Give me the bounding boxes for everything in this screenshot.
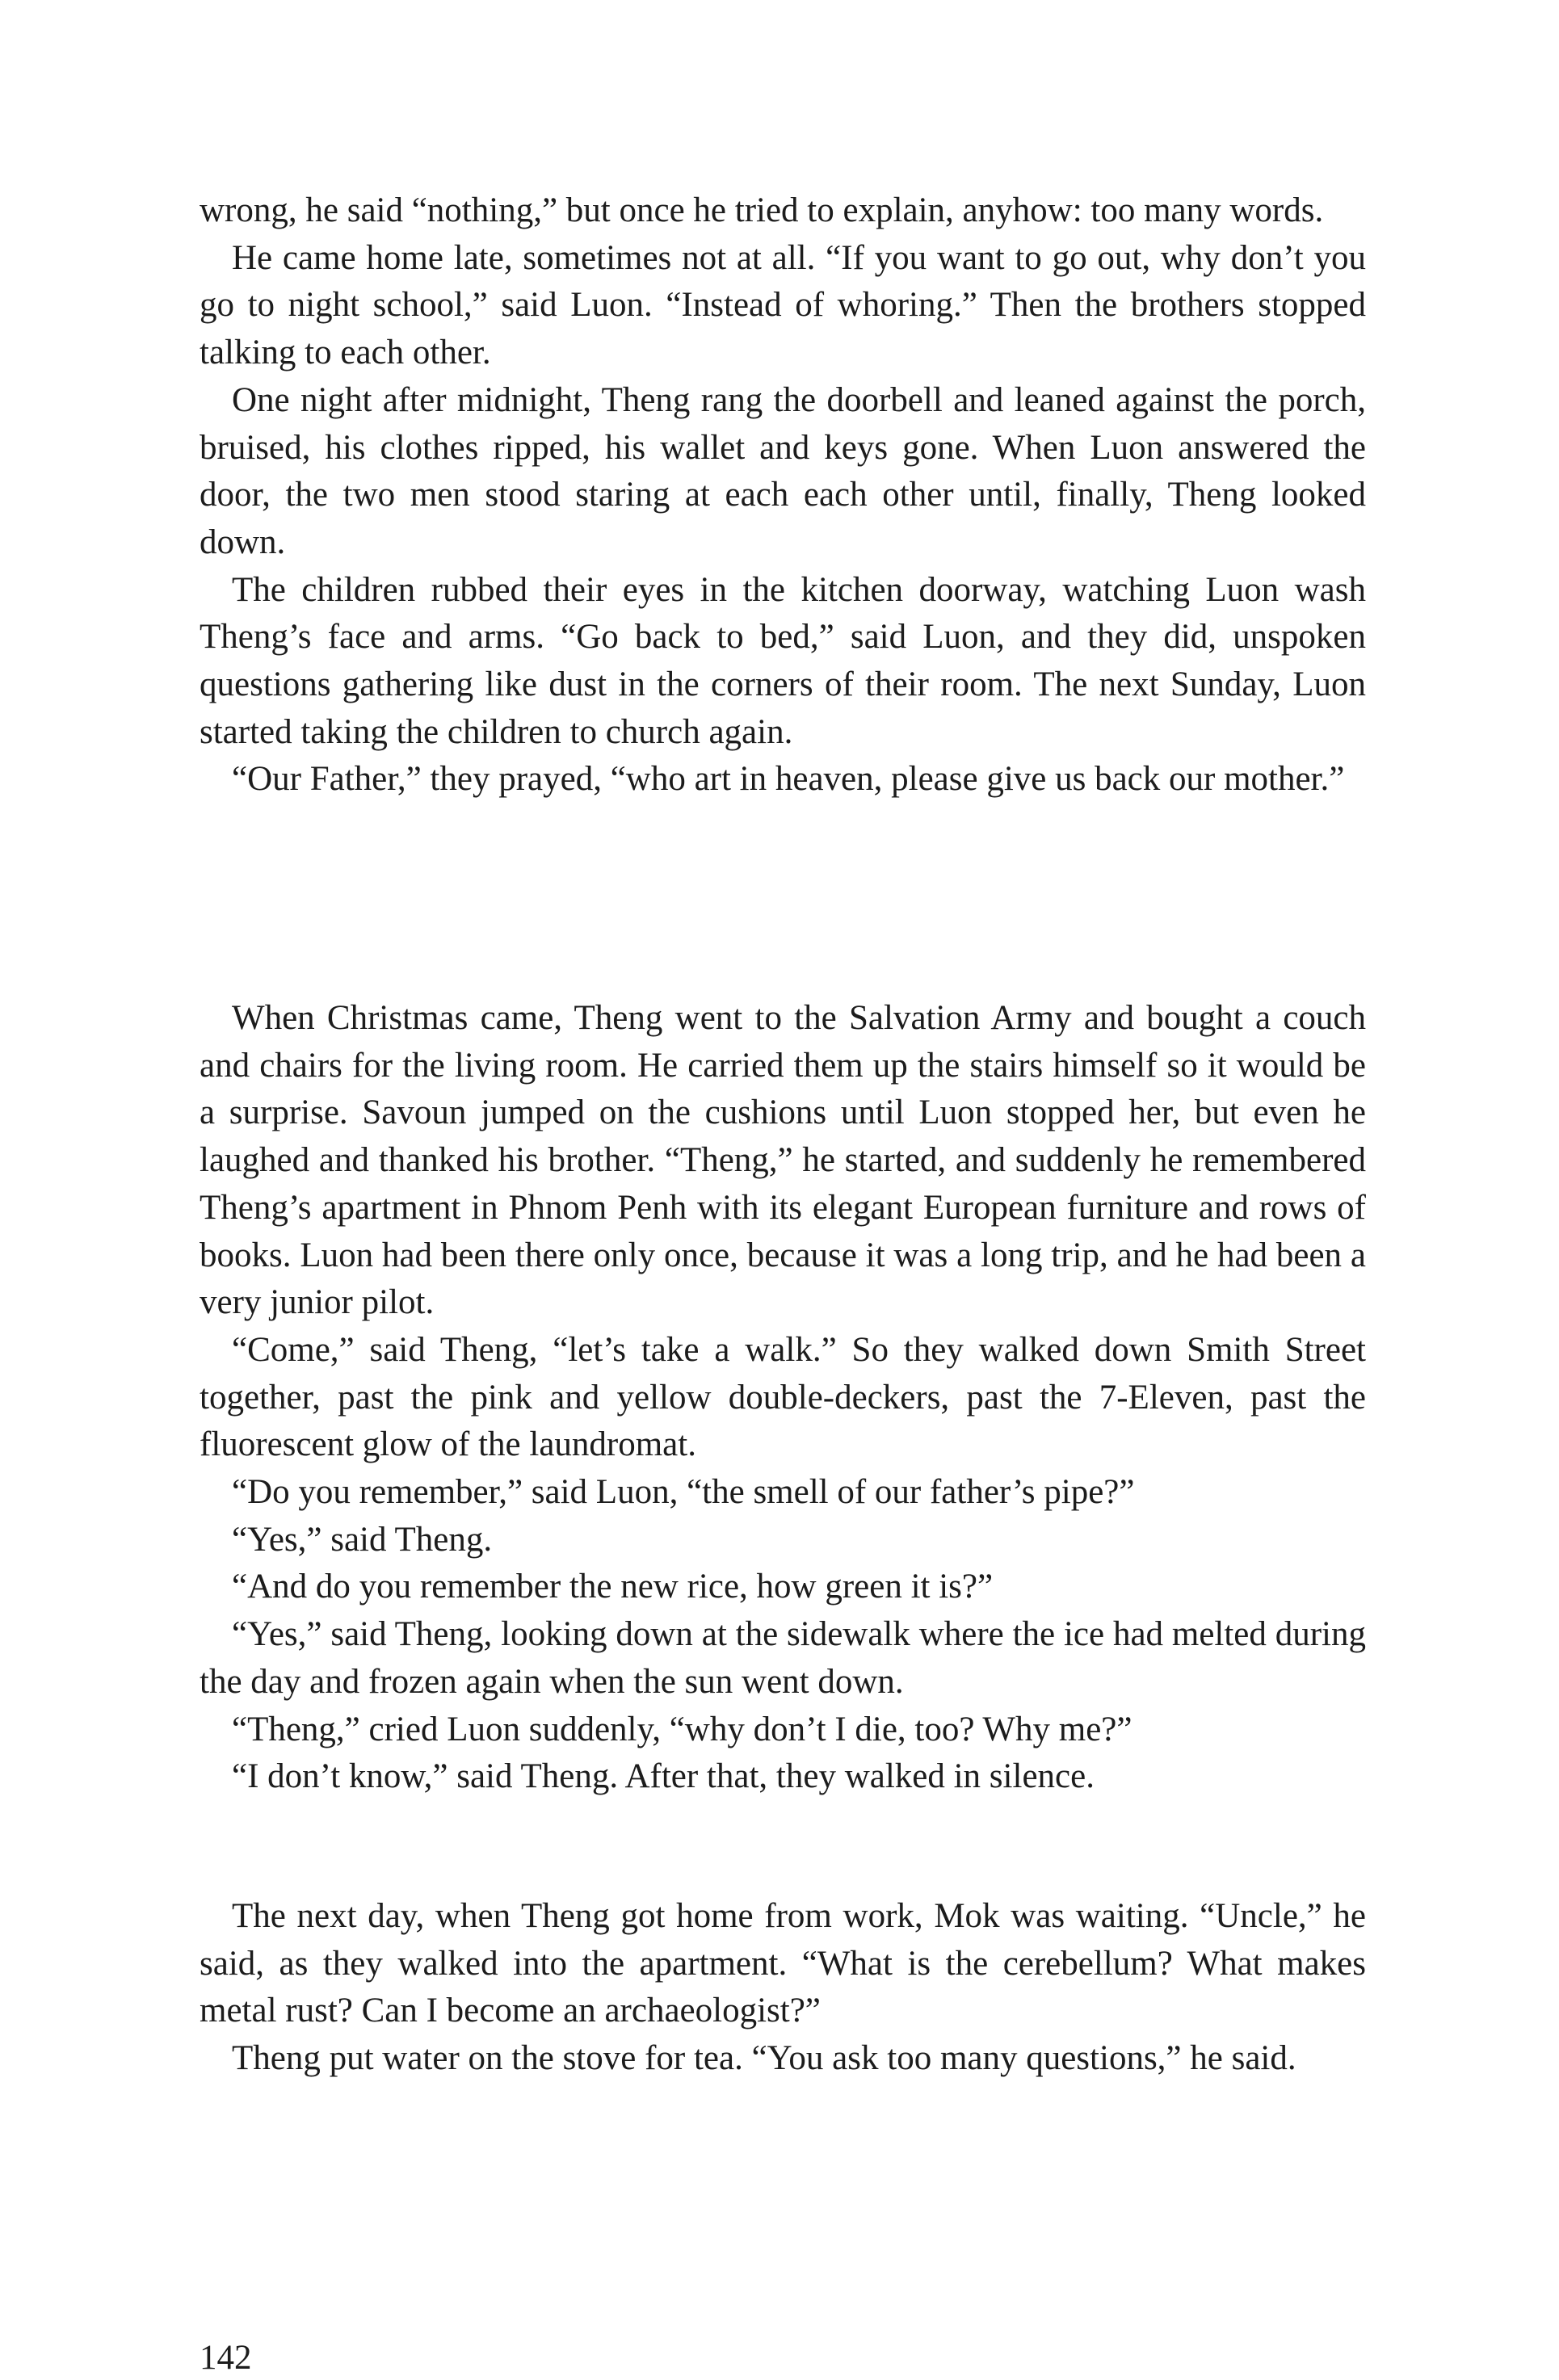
paragraph: “Do you remember,” said Luon, “the smell of our father’s pipe?”	[232, 1473, 1135, 1512]
paragraph: “Come,” said Theng, “let’s take a walk.” So they walked down Smith Street together, past the pink and yellow double-deckers, past the 7-Eleven, past the fluorescent glow of the laundromat.	[200, 1330, 1366, 1464]
paragraph: “Yes,” said Theng, looking down at the sidewalk where the ice had melted during the day and frozen again when the sun went down.	[200, 1615, 1366, 1701]
paragraph: One night after midnight, Theng rang the doorbell and leaned against the porch, bruised, his clothes ripped, his wallet and keys gone. When Luon answered the door, the two men stood staring at each each other until, finally, Theng looked down.	[200, 380, 1366, 561]
paragraph: wrong, he said “nothing,” but once he tried to explain, anyhow: too many words.	[200, 191, 1324, 229]
section-2	[200, 995, 1366, 1801]
section-3	[200, 1893, 1366, 2083]
paragraph: The children rubbed their eyes in the kitchen doorway, watching Luon wash Theng’s face and arms. “Go back to bed,” said Luon, and they did, unspoken questions gathering like dust in the corners of their room. The next Sunday, Luon started taking the children to church again.	[200, 570, 1366, 751]
paragraph: “I don’t know,” said Theng. After that, they walked in silence.	[232, 1757, 1095, 1796]
paragraph: “Our Father,” they prayed, “who art in heaven, please give us back our mother.”	[232, 760, 1345, 799]
section-1	[200, 187, 1366, 804]
paragraph: When Christmas came, Theng went to the Salvation Army and bought a couch and chairs for the living room. He carried them up the stairs himself so it would be a surprise. Savoun jumped on the cushions until Luon stopped her, but even he laughed and thanked his brother. “Theng,” he started, and suddenly he remembered Theng’s apartment in Phnom Penh with its elegant European furniture and rows of books. Luon had been there only once, because it was a long trip, and he had been a very junior pilot.	[200, 999, 1366, 1322]
page-number: 142	[200, 2339, 252, 2377]
paragraph: “And do you remember the new rice, how green it is?”	[232, 1568, 994, 1606]
paragraph: Theng put water on the stove for tea. “You ask too many questions,” he said.	[232, 2039, 1296, 2078]
paragraph: The next day, when Theng got home from work, Mok was waiting. “Uncle,” he said, as they walked into the apartment. “What is the cerebellum? What makes metal rust? Can I become an archaeologist?”	[200, 1897, 1366, 2030]
paragraph: He came home late, sometimes not at all. “If you want to go out, why don’t you go to night school,” said Luon. “Instead of whoring.” Then the brothers stopped talking to each other.	[200, 238, 1366, 372]
paragraph: “Yes,” said Theng.	[232, 1520, 493, 1559]
paragraph: “Theng,” cried Luon suddenly, “why don’t I die, too? Why me?”	[232, 1710, 1132, 1748]
